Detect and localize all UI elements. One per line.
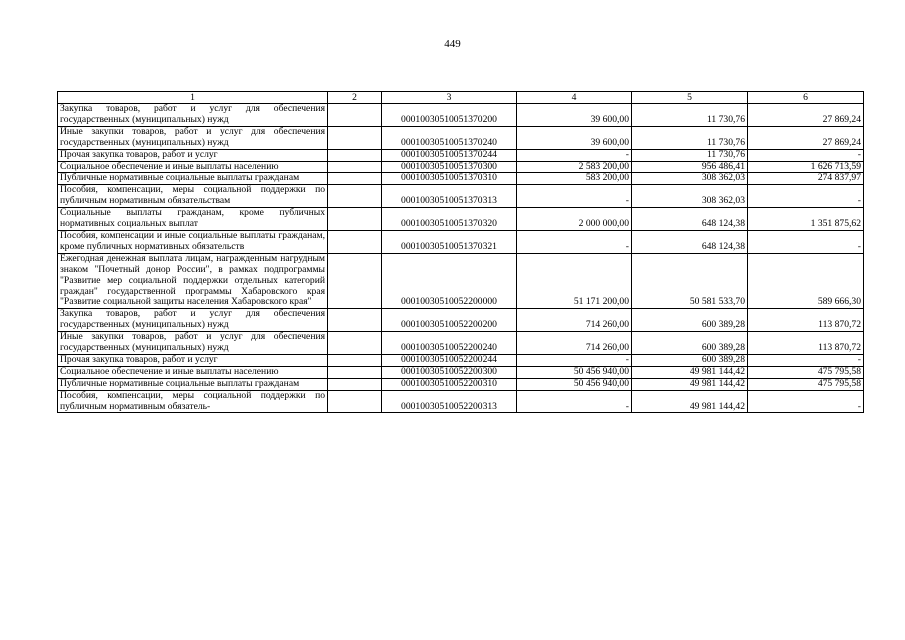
- table-row: [58, 185, 864, 208]
- row-code-cell: 00010030510052200300: [382, 366, 517, 378]
- row-value-col6: 589 666,30: [748, 253, 864, 309]
- row-value-col5: 49 981 144,42: [632, 366, 748, 378]
- row-value-col6: 274 837,97: [748, 173, 864, 185]
- row-value-col5: 648 124,38: [632, 208, 748, 231]
- row-value-col6: 475 795,58: [748, 366, 864, 378]
- table-row: [58, 309, 864, 332]
- row-code-cell: 00010030510052200000: [382, 253, 517, 309]
- row-value-col6: 27 869,24: [748, 126, 864, 149]
- column-header-1: 1: [58, 92, 328, 104]
- table-row: [58, 230, 864, 253]
- row-code-cell: 00010030510052200200: [382, 309, 517, 332]
- row-col2-cell: [328, 390, 382, 413]
- row-value-col6: -: [748, 230, 864, 253]
- column-header-2: 2: [328, 92, 382, 104]
- row-code-cell: 00010030510051370244: [382, 149, 517, 161]
- row-value-col4: -: [517, 185, 632, 208]
- row-code-cell: 00010030510051370240: [382, 126, 517, 149]
- row-col2-cell: [328, 354, 382, 366]
- table-row: [58, 390, 864, 413]
- row-col2-cell: [328, 185, 382, 208]
- row-col2-cell: [328, 230, 382, 253]
- table-row: [58, 366, 864, 378]
- table-row: [58, 253, 864, 309]
- row-value-col5: 600 389,28: [632, 354, 748, 366]
- row-col2-cell: [328, 173, 382, 185]
- row-code-cell: 00010030510052200313: [382, 390, 517, 413]
- row-name-cell: Закупка товаров, работ и услуг для обеспечения государственных (муниципальных) нужд: [58, 309, 328, 332]
- table-row: [58, 104, 864, 127]
- row-value-col4: -: [517, 390, 632, 413]
- row-value-col5: 308 362,03: [632, 173, 748, 185]
- table-row: [58, 208, 864, 231]
- table-row: [58, 173, 864, 185]
- row-value-col6: 27 869,24: [748, 104, 864, 127]
- row-value-col6: 1 626 713,59: [748, 161, 864, 173]
- row-value-col4: 714 260,00: [517, 332, 632, 355]
- row-name-cell: Публичные нормативные социальные выплаты гражданам: [58, 378, 328, 390]
- row-value-col4: 50 456 940,00: [517, 366, 632, 378]
- row-value-col6: -: [748, 390, 864, 413]
- row-col2-cell: [328, 366, 382, 378]
- row-code-cell: 00010030510051370313: [382, 185, 517, 208]
- row-col2-cell: [328, 378, 382, 390]
- page-number: 449: [444, 38, 461, 50]
- row-value-col4: 583 200,00: [517, 173, 632, 185]
- column-header-3: 3: [382, 92, 517, 104]
- row-value-col6: 475 795,58: [748, 378, 864, 390]
- row-value-col6: -: [748, 185, 864, 208]
- row-value-col4: 2 000 000,00: [517, 208, 632, 231]
- row-name-cell: Иные закупки товаров, работ и услуг для обеспечения государственных (муниципальных) нужд: [58, 126, 328, 149]
- table-row: [58, 161, 864, 173]
- row-code-cell: 00010030510051370320: [382, 208, 517, 231]
- row-code-cell: 00010030510052200310: [382, 378, 517, 390]
- row-code-cell: 00010030510052200244: [382, 354, 517, 366]
- row-value-col6: 113 870,72: [748, 332, 864, 355]
- row-name-cell: Прочая закупка товаров, работ и услуг: [58, 149, 328, 161]
- row-name-cell: Социальное обеспечение и иные выплаты населению: [58, 366, 328, 378]
- row-value-col5: 49 981 144,42: [632, 378, 748, 390]
- row-name-cell: Публичные нормативные социальные выплаты гражданам: [58, 173, 328, 185]
- row-value-col4: 51 171 200,00: [517, 253, 632, 309]
- row-value-col6: 113 870,72: [748, 309, 864, 332]
- row-name-cell: Социальное обеспечение и иные выплаты населению: [58, 161, 328, 173]
- row-value-col6: 1 351 875,62: [748, 208, 864, 231]
- row-code-cell: 00010030510051370321: [382, 230, 517, 253]
- row-name-cell: Пособия, компенсации, меры социальной поддержки по публичным нормативным обязательствам: [58, 185, 328, 208]
- row-name-cell: Ежегодная денежная выплата лицам, награжденным нагрудным знаком "Почетный донор России", в рамках подпрограммы "Развитие мер социальной поддержки отдельных категорий граждан" государственной программы Хабаровского края "Развитие социальной защиты населения Хабаровского края": [58, 253, 328, 309]
- row-value-col4: -: [517, 354, 632, 366]
- row-col2-cell: [328, 126, 382, 149]
- row-value-col4: 39 600,00: [517, 104, 632, 127]
- row-col2-cell: [328, 253, 382, 309]
- row-value-col4: 50 456 940,00: [517, 378, 632, 390]
- row-col2-cell: [328, 309, 382, 332]
- column-header-4: 4: [517, 92, 632, 104]
- row-value-col4: 714 260,00: [517, 309, 632, 332]
- row-code-cell: 00010030510051370300: [382, 161, 517, 173]
- column-header-6: 6: [748, 92, 864, 104]
- row-value-col5: 648 124,38: [632, 230, 748, 253]
- row-value-col5: 50 581 533,70: [632, 253, 748, 309]
- row-value-col5: 11 730,76: [632, 149, 748, 161]
- row-value-col5: 49 981 144,42: [632, 390, 748, 413]
- row-col2-cell: [328, 161, 382, 173]
- row-value-col4: 2 583 200,00: [517, 161, 632, 173]
- row-name-cell: Иные закупки товаров, работ и услуг для обеспечения государственных (муниципальных) нужд: [58, 332, 328, 355]
- row-code-cell: 00010030510051370200: [382, 104, 517, 127]
- row-col2-cell: [328, 208, 382, 231]
- table-row: [58, 378, 864, 390]
- row-col2-cell: [328, 332, 382, 355]
- row-code-cell: 00010030510052200240: [382, 332, 517, 355]
- row-name-cell: Прочая закупка товаров, работ и услуг: [58, 354, 328, 366]
- row-value-col5: 11 730,76: [632, 104, 748, 127]
- row-value-col5: 600 389,28: [632, 309, 748, 332]
- row-col2-cell: [328, 149, 382, 161]
- table-row: [58, 126, 864, 149]
- row-name-cell: Пособия, компенсации и иные социальные выплаты гражданам, кроме публичных нормативных обязательств: [58, 230, 328, 253]
- row-value-col4: 39 600,00: [517, 126, 632, 149]
- row-value-col6: -: [748, 354, 864, 366]
- row-name-cell: Пособия, компенсации, меры социальной поддержки по публичным нормативным обязатель-: [58, 390, 328, 413]
- row-code-cell: 00010030510051370310: [382, 173, 517, 185]
- row-value-col5: 11 730,76: [632, 126, 748, 149]
- row-value-col4: -: [517, 149, 632, 161]
- row-value-col5: 600 389,28: [632, 332, 748, 355]
- row-name-cell: Закупка товаров, работ и услуг для обеспечения государственных (муниципальных) нужд: [58, 104, 328, 127]
- table-row: [58, 149, 864, 161]
- row-col2-cell: [328, 104, 382, 127]
- budget-execution-table: [57, 91, 864, 413]
- table-row: [58, 354, 864, 366]
- row-name-cell: Социальные выплаты гражданам, кроме публичных нормативных социальных выплат: [58, 208, 328, 231]
- table-row: [58, 332, 864, 355]
- row-value-col4: -: [517, 230, 632, 253]
- row-value-col6: -: [748, 149, 864, 161]
- row-value-col5: 956 486,41: [632, 161, 748, 173]
- table-header-row: [58, 92, 864, 104]
- row-value-col5: 308 362,03: [632, 185, 748, 208]
- column-header-5: 5: [632, 92, 748, 104]
